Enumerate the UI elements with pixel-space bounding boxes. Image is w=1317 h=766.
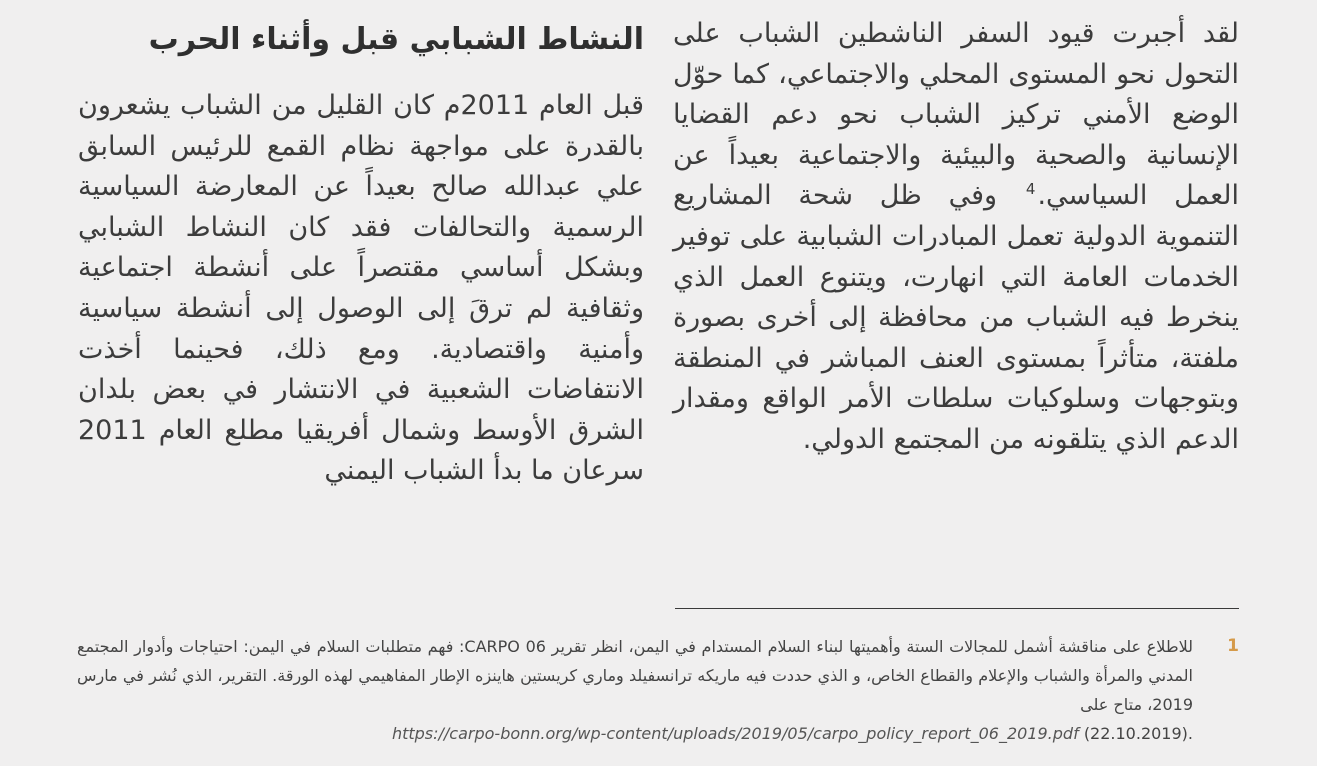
footnote-ref-4[interactable]: 4 <box>1025 180 1036 199</box>
footnotes-section <box>77 632 1239 748</box>
right-column <box>673 14 1239 461</box>
left-column <box>78 14 644 492</box>
footnote-text: للاطلاع على مناقشة أشمل للمجالات الستة وأهميتها لبناء السلام المستدام في اليمن، انظر تقرير CARPO 06: فهم متطلبات السلام في اليمن: احتياجات وأدوار المجتمع المدني والمرأة والشباب والإعلام والقطاع الخاص، و الذي حددت فيه ماريكه ترانسفيلد وماري كريستين هاينزه الإطار المفاهيمي لهذه الورقة. التقرير، الذي نُشر في مارس 2019، متاح على <box>77 637 1194 714</box>
footnote-number: 1 <box>1227 636 1239 656</box>
footnote-date: (22.10.2019). <box>1083 724 1193 743</box>
footnote-link[interactable]: https://carpo-bonn.org/wp-content/uploads/2019/05/carpo_policy_report_06_2019.pdf <box>391 724 1079 743</box>
section-heading: النشاط الشبابي قبل وأثناء الحرب <box>148 22 644 57</box>
body-paragraph-left: قبل العام 2011م كان القليل من الشباب يشعرون بالقدرة على مواجهة نظام القمع للرئيس السابق علي عبدالله صالح بعيداً عن المعارضة السياسية الرسمية والتحالفات فقد كان النشاط الشبابي وبشكل أساسي مقتصراً على أنشطة اجتماعية وثقافية لم ترقَ إلى الوصول إلى أنشطة سياسية وأمنية واقتصادية. ومع ذلك، فحينما أخذت الانتفاضات الشعبية في الانتشار في بعض بلدان الشرق الأوسط وشمال أفريقيا مطلع العام 2011 سرعان ما بدأ الشباب اليمني <box>78 90 644 487</box>
footnote-item <box>77 632 1239 748</box>
footnote-divider <box>675 608 1239 609</box>
body-paragraph-right: لقد أجبرت قيود السفر الناشطين الشباب على التحول نحو المستوى المحلي والاجتماعي، كما حوّل الوضع الأمني تركيز الشباب نحو دعم القضايا الإنسانية والصحية والبيئية والاجتماعية بعيداً عن العمل السياسي.$^4$ وفي ظل شحة المشاريع التنموية الدولية تعمل المبادرات الشبابية على توفير الخدمات العامة التي انهارت، ويتنوع العمل الذي ينخرط فيه الشباب من محافظة إلى أخرى بصورة ملفتة، متأثراً بمستوى العنف المباشر في المنطقة وبتوجهات وسلوكيات سلطات الأمر الواقع ومقدار الدعم الذي يتلقونه من المجتمع الدولي. <box>673 18 1239 455</box>
